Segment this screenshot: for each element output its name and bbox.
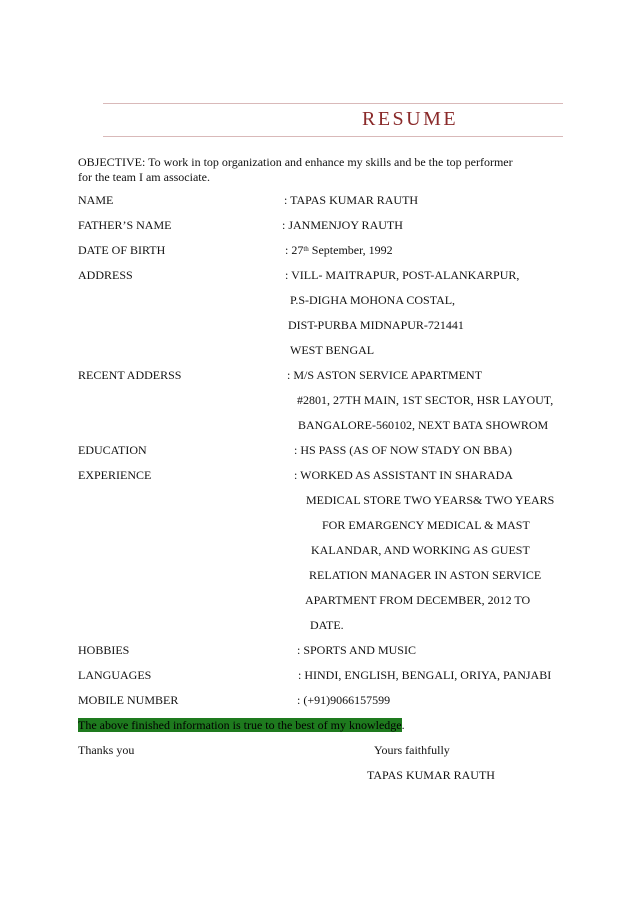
mobile-value: : (+91)9066157599 bbox=[297, 693, 391, 707]
hobbies-label: HOBBIES bbox=[78, 643, 130, 657]
dob-value: : 27th September, 1992 bbox=[285, 243, 393, 257]
resume-title: RESUME bbox=[362, 108, 459, 130]
thanks-text: Thanks you bbox=[78, 743, 135, 757]
address-line: : VILL- MAITRAPUR, POST-ALANKARPUR, bbox=[285, 268, 520, 282]
recent-address-line: : M/S ASTON SERVICE APARTMENT bbox=[287, 368, 483, 382]
languages-value: : HINDI, ENGLISH, BENGALI, ORIYA, PANJABI bbox=[298, 668, 552, 682]
mobile-label: MOBILE NUMBER bbox=[78, 693, 179, 707]
languages-label: LANGUAGES bbox=[78, 668, 152, 682]
experience-line: KALANDAR, AND WORKING AS GUEST bbox=[311, 543, 530, 557]
yours-faithfully: Yours faithfully bbox=[374, 743, 450, 757]
top-divider bbox=[103, 103, 563, 104]
name-value: : TAPAS KUMAR RAUTH bbox=[284, 193, 419, 207]
education-label: EDUCATION bbox=[78, 443, 147, 457]
recent-address-label: RECENT ADDERSS bbox=[78, 368, 182, 382]
address-label: ADDRESS bbox=[78, 268, 133, 282]
education-value: : HS PASS (AS OF NOW STADY ON BBA) bbox=[294, 443, 512, 457]
objective-line-2: for the team I am associate. bbox=[78, 170, 210, 184]
title-divider bbox=[103, 136, 563, 137]
declaration-highlight: The above finished information is true to the best of my knowledge bbox=[78, 718, 402, 732]
recent-address-line: BANGALORE-560102, NEXT BATA SHOWROM bbox=[298, 418, 549, 432]
hobbies-value: : SPORTS AND MUSIC bbox=[297, 643, 416, 657]
experience-line: : WORKED AS ASSISTANT IN SHARADA bbox=[294, 468, 513, 482]
experience-line: RELATION MANAGER IN ASTON SERVICE bbox=[309, 568, 542, 582]
address-line: DIST-PURBA MIDNAPUR-721441 bbox=[288, 318, 464, 332]
experience-line: FOR EMARGENCY MEDICAL & MAST bbox=[322, 518, 530, 532]
signature-name: TAPAS KUMAR RAUTH bbox=[367, 768, 495, 782]
experience-line: APARTMENT FROM DECEMBER, 2012 TO bbox=[305, 593, 531, 607]
address-line: P.S-DIGHA MOHONA COSTAL, bbox=[290, 293, 456, 307]
recent-address-line: #2801, 27TH MAIN, 1ST SECTOR, HSR LAYOUT, bbox=[297, 393, 554, 407]
father-value: : JANMENJOY RAUTH bbox=[282, 218, 403, 232]
address-line: WEST BENGAL bbox=[290, 343, 375, 357]
father-label: FATHER’S NAME bbox=[78, 218, 172, 232]
dob-label: DATE OF BIRTH bbox=[78, 243, 166, 257]
declaration: The above finished information is true to the best of my knowledge. bbox=[78, 718, 405, 732]
experience-label: EXPERIENCE bbox=[78, 468, 152, 482]
name-label: NAME bbox=[78, 193, 114, 207]
objective-line-1: OBJECTIVE: To work in top organization and enhance my skills and be the top performer bbox=[78, 155, 513, 169]
experience-line: MEDICAL STORE TWO YEARS& TWO YEARS bbox=[306, 493, 555, 507]
experience-line: DATE. bbox=[310, 618, 344, 632]
